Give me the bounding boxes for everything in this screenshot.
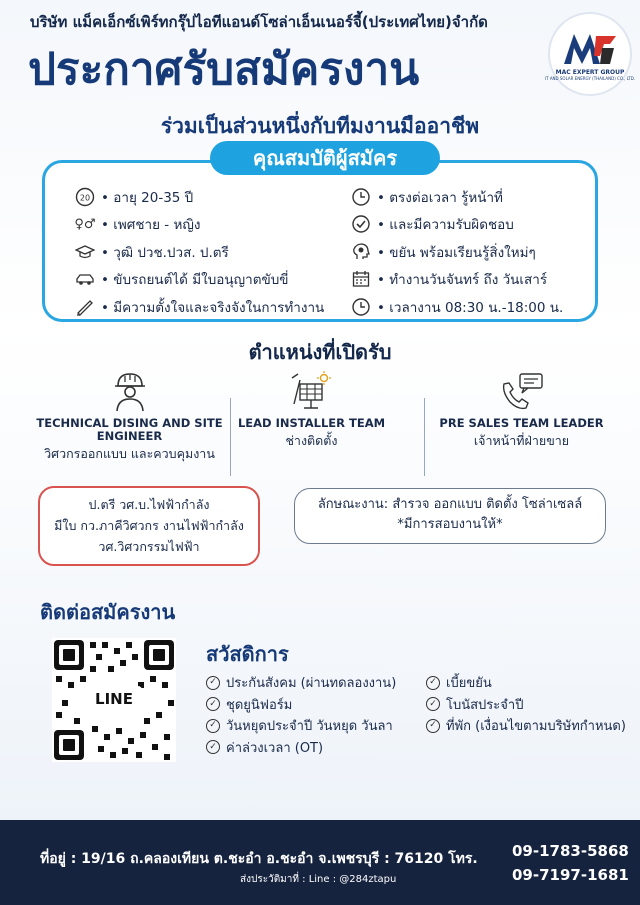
check-circle-icon bbox=[351, 214, 371, 234]
qualifications-right-column bbox=[351, 183, 563, 321]
qualification-text: • เวลางาน 08:30 น.-18:00 น. bbox=[377, 299, 564, 316]
qualification-text: • ขยัน พร้อมเรียนรู้สิ่งใหม่ๆ bbox=[377, 244, 536, 261]
logo-mark-icon bbox=[560, 28, 620, 68]
engineer-helmet-icon bbox=[32, 368, 227, 414]
age-20-icon bbox=[75, 187, 95, 207]
qualification-text: • อายุ 20-35 ปี bbox=[101, 189, 194, 206]
welfare-text: ค่าล่วงเวลา (OT) bbox=[226, 740, 324, 756]
clock-icon bbox=[351, 187, 371, 207]
welfare-item bbox=[426, 715, 626, 737]
qualification-item bbox=[351, 211, 563, 239]
job-scope-box bbox=[294, 488, 606, 544]
qualification-item bbox=[351, 238, 563, 266]
qualification-item bbox=[75, 211, 324, 239]
position-en-title: PRE SALES TEAM LEADER bbox=[439, 416, 604, 430]
footer-bar bbox=[0, 820, 640, 905]
qualification-text: • และมีความรับผิดชอบ bbox=[377, 217, 514, 234]
check-icon: ✓ bbox=[206, 740, 220, 754]
company-name: บริษัท แม็คเอ็กซ์เพิร์ทกรุ๊ปไอทีแอนด์โซล่าเอ็นเนอร์จี้(ประเทศไทย)จำกัด bbox=[30, 13, 488, 31]
welfare-item bbox=[206, 737, 396, 759]
welfare-item bbox=[426, 694, 626, 716]
calendar-icon bbox=[351, 269, 371, 289]
positions-title: ตำแหน่งที่เปิดรับ bbox=[248, 340, 392, 364]
welfare-text: วันหยุดประจำปี วันหยุด วันลา bbox=[226, 719, 393, 735]
qualification-text: • มีความตั้งใจและจริงจังในการทำงาน bbox=[101, 299, 325, 316]
qualification-item bbox=[75, 293, 324, 321]
qualification-item bbox=[75, 238, 324, 266]
welfare-text: โบนัสประจำปี bbox=[446, 697, 524, 713]
tagline: ร่วมเป็นส่วนหนึ่งกับทีมงานมืออาชีพ bbox=[160, 114, 480, 138]
position-sales bbox=[424, 368, 619, 449]
welfare-item bbox=[206, 694, 396, 716]
qr-line-label: LINE bbox=[95, 690, 133, 708]
footer-address: ที่อยู่ : 19/16 ถ.คลองเทียน ต.ชะอำ อ.ชะอำ จ.เพชรบุรี : 76120 โทร. bbox=[40, 851, 478, 867]
line-qr-code[interactable] bbox=[52, 638, 176, 762]
welfare-text: ที่พัก (เงื่อนไขตามบริษัทกำหนด) bbox=[446, 719, 626, 735]
qualification-text: • ขับรถยนต์ได้ มีใบอนุญาตขับขี่ bbox=[101, 272, 289, 289]
welfare-text: ชุดยูนิฟอร์ม bbox=[226, 697, 293, 713]
welfare-item bbox=[206, 715, 396, 737]
graduation-cap-icon bbox=[75, 242, 95, 262]
qualification-text: • เพศชาย - หญิง bbox=[101, 217, 201, 234]
logo-name: MAC EXPERT GROUP bbox=[555, 68, 625, 76]
solar-panel-tools-icon bbox=[214, 368, 409, 414]
qualification-item bbox=[75, 183, 324, 211]
writing-hand-icon bbox=[75, 297, 95, 317]
check-icon: ✓ bbox=[426, 719, 440, 733]
clock-icon bbox=[351, 297, 371, 317]
phone-chat-icon bbox=[424, 368, 619, 414]
job-scope-line: ลักษณะงาน: สำรวจ ออกแบบ ติดตั้ง โซล่าเซลล์ bbox=[317, 497, 583, 512]
logo-subtitle: IT AND SOLAR ENERGY (THAILAND) CO., LTD. bbox=[544, 75, 636, 81]
qualifications-box bbox=[42, 160, 598, 322]
qualifications-left-column bbox=[75, 183, 324, 321]
welfare-list-left bbox=[206, 672, 396, 758]
position-en-title: LEAD INSTALLER TEAM bbox=[237, 416, 386, 430]
position-engineer bbox=[32, 368, 227, 462]
check-icon: ✓ bbox=[426, 697, 440, 711]
welfare-list-right bbox=[426, 672, 626, 737]
qualification-text: • ทำงานวันจันทร์ ถึง วันเสาร์ bbox=[377, 272, 548, 289]
requirement-line: มีใบ กว.ภาคีวิศวกร งานไฟฟ้ากำลัง bbox=[54, 518, 244, 533]
contact-title: ติดต่อสมัครงาน bbox=[40, 600, 176, 624]
requirement-line: วศ.วิศวกรรมไฟฟ้า bbox=[98, 539, 200, 554]
footer-line-id[interactable]: ส่งประวัติมาที่ : Line : @284ztapu bbox=[240, 874, 397, 885]
check-icon: ✓ bbox=[206, 719, 220, 733]
job-scope-note: *มีการสอบงานให้* bbox=[397, 517, 503, 532]
position-th-title: วิศวกรออกแบบ และควบคุมงาน bbox=[44, 446, 215, 461]
qualification-text: • วุฒิ ปวช.ปวส. ป.ตรี bbox=[101, 244, 229, 261]
check-icon: ✓ bbox=[426, 676, 440, 690]
page-title: ประกาศรับสมัครงาน bbox=[28, 44, 420, 95]
gender-icon: ♀♂ bbox=[74, 216, 96, 232]
position-th-title: เจ้าหน้าที่ฝ่ายขาย bbox=[473, 433, 570, 448]
phone-number-1[interactable]: 09-1783-5868 bbox=[512, 842, 629, 860]
qualifications-title: คุณสมบัติผู้สมัคร bbox=[210, 141, 440, 175]
position-installer bbox=[214, 368, 409, 449]
qualification-item bbox=[351, 266, 563, 294]
svg-text:20: 20 bbox=[79, 193, 91, 203]
welfare-item bbox=[426, 672, 626, 694]
check-icon: ✓ bbox=[206, 697, 220, 711]
qualification-item bbox=[75, 266, 324, 294]
qualification-item bbox=[351, 293, 563, 321]
welfare-text: เบี้ยขยัน bbox=[446, 676, 492, 692]
qualification-text: • ตรงต่อเวลา รู้หน้าที่ bbox=[377, 189, 503, 206]
requirements-box bbox=[38, 486, 260, 566]
welfare-item bbox=[206, 672, 396, 694]
position-en-title: TECHNICAL DISING AND SITE ENGINEER bbox=[36, 416, 223, 443]
qualification-item bbox=[351, 183, 563, 211]
requirement-line: ป.ตรี วศ.บ.ไฟฟ้ากำลัง bbox=[88, 497, 210, 512]
car-icon bbox=[75, 269, 95, 289]
position-th-title: ช่างติดตั้ง bbox=[285, 433, 338, 448]
phone-number-2[interactable]: 09-7197-1681 bbox=[512, 866, 629, 884]
brain-icon bbox=[351, 242, 371, 262]
check-icon: ✓ bbox=[206, 676, 220, 690]
welfare-title: สวัสดิการ bbox=[206, 642, 289, 666]
company-logo bbox=[544, 12, 636, 96]
welfare-text: ประกันสังคม (ผ่านทดลองงาน) bbox=[226, 676, 397, 692]
